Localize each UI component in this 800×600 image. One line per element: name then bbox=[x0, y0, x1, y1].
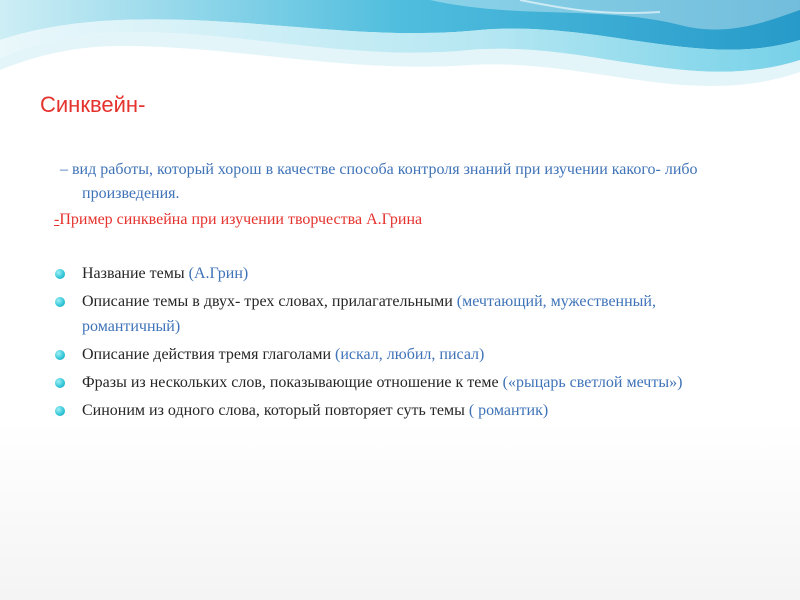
definition-text: – вид работы, который хорош в качестве способа контроля знаний при изучении какого- либо произведения. bbox=[60, 161, 698, 202]
item-text: Синоним из одного слова, который повторяет суть темы bbox=[82, 402, 469, 419]
list-item bbox=[52, 289, 752, 339]
slide-title: Синквейн- bbox=[40, 92, 146, 117]
bullet-icon bbox=[55, 378, 65, 388]
example-text: Пример синквейна при изучении творчества А.Грина bbox=[59, 211, 423, 228]
item-highlight: ( романтик) bbox=[468, 402, 549, 419]
item-text: Описание действия тремя глаголами bbox=[82, 346, 336, 363]
item-highlight: (А.Грин) bbox=[188, 265, 249, 282]
item-text: Название темы bbox=[82, 265, 189, 282]
list-item bbox=[52, 370, 752, 395]
item-text: Фразы из нескольких слов, показывающие отношение к теме bbox=[82, 374, 503, 391]
item-highlight: («рыцарь светлой мечты») bbox=[502, 374, 683, 391]
item-highlight: (мечтающий, мужественный, романтичный) bbox=[82, 293, 656, 335]
list-item bbox=[52, 342, 752, 367]
example-prefix: - bbox=[54, 211, 60, 228]
bullet-icon bbox=[55, 269, 65, 279]
bullet-icon bbox=[55, 297, 65, 307]
bullet-icon bbox=[55, 406, 65, 416]
item-highlight: (искал, любил, писал) bbox=[335, 346, 485, 363]
example-heading bbox=[54, 210, 422, 230]
list-item bbox=[52, 398, 752, 423]
list-item bbox=[52, 261, 752, 286]
bullet-icon bbox=[55, 350, 65, 360]
item-text: Описание темы в двух- трех словах, прилагательными bbox=[82, 293, 457, 310]
bullet-list bbox=[52, 261, 752, 426]
